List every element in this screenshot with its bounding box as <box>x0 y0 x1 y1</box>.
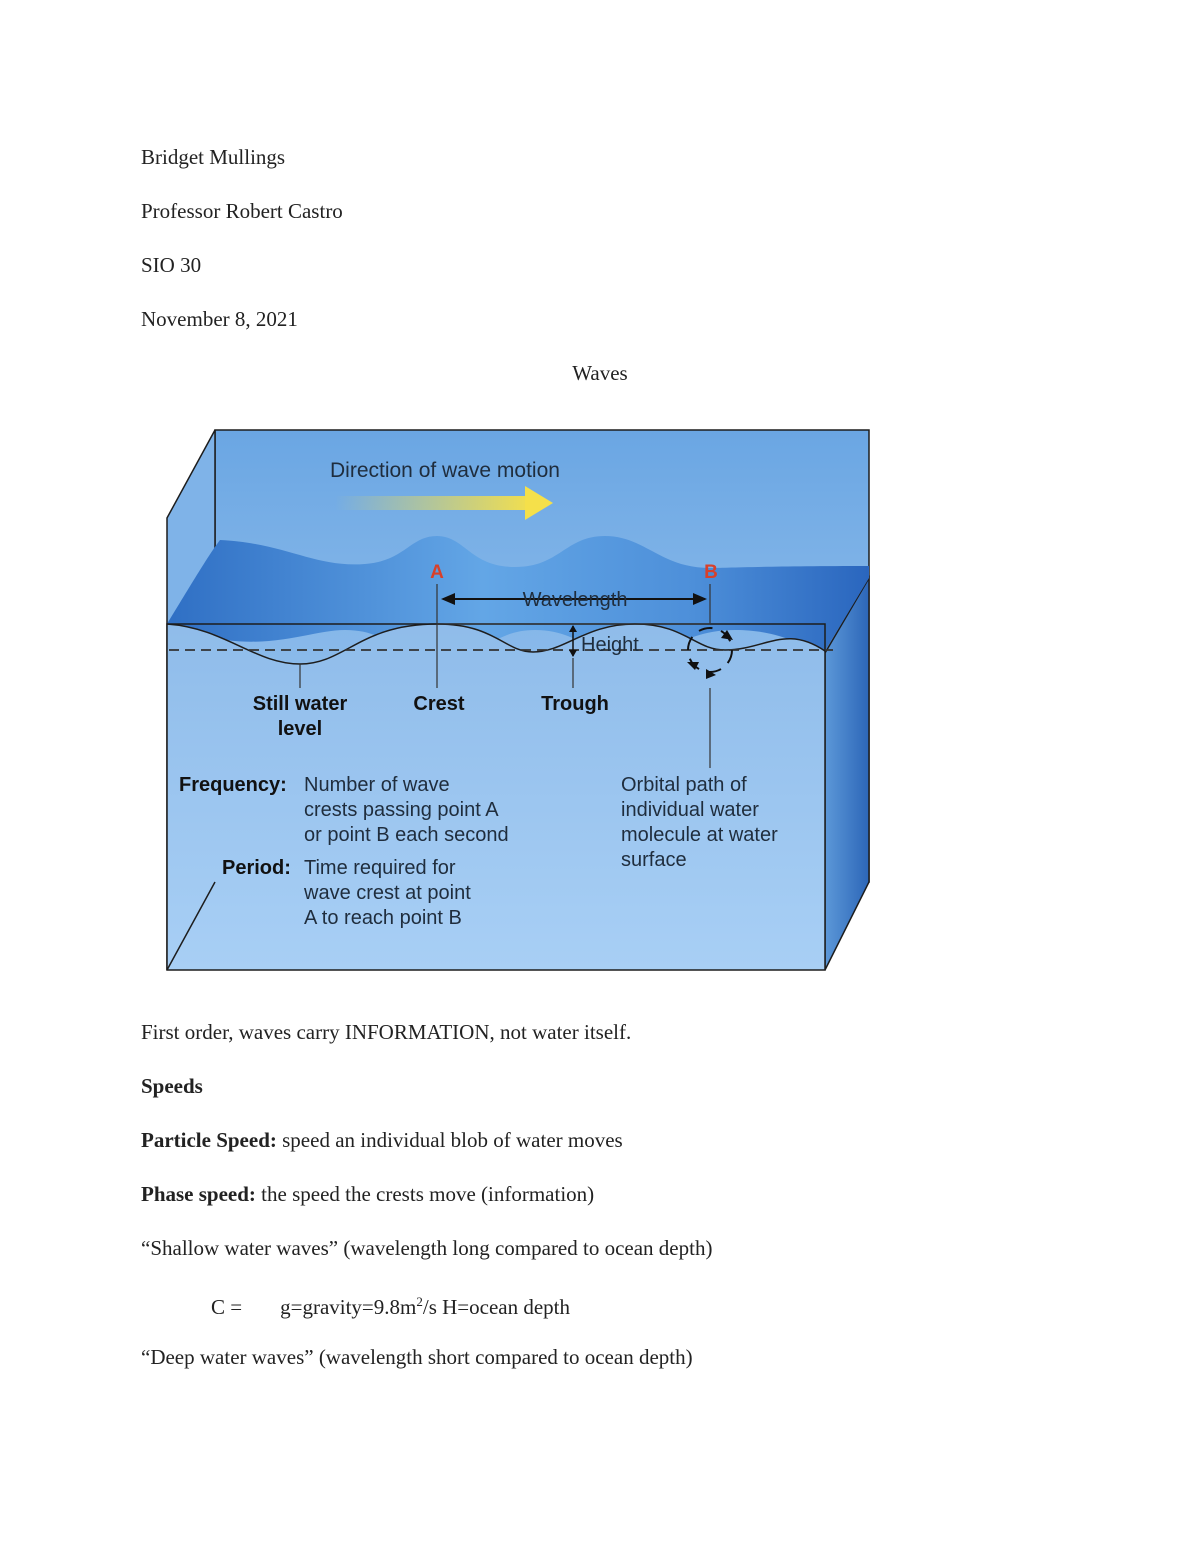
course-code: SIO 30 <box>141 253 202 277</box>
speeds-heading-text: Speeds <box>141 1074 203 1098</box>
frequency-line-2: crests passing point A <box>304 799 499 821</box>
document-date: November 8, 2021 <box>141 307 298 331</box>
orbital-line-1: Orbital path of <box>621 774 747 796</box>
direction-label: Direction of wave motion <box>330 459 560 482</box>
phase-speed-term: Phase speed: <box>141 1182 256 1206</box>
speeds-heading <box>141 1073 203 1099</box>
height-label: Height <box>581 634 639 656</box>
period-term: Period: <box>222 857 291 879</box>
point-a-label: A <box>430 562 444 583</box>
particle-speed-term: Particle Speed: <box>141 1128 277 1152</box>
frequency-line-3: or point B each second <box>304 824 509 846</box>
shallow-water-line: “Shallow water waves” (wavelength long compared to ocean depth) <box>141 1236 713 1260</box>
particle-speed-text: speed an individual blob of water moves <box>276 1128 623 1152</box>
shallow-formula <box>211 1289 570 1320</box>
period-line-1: Time required for <box>304 857 456 879</box>
formula-rest: /s H=ocean depth <box>422 1295 571 1319</box>
frequency-term: Frequency: <box>179 774 287 796</box>
orbital-line-2: individual water <box>621 799 759 821</box>
deep-water-line: “Deep water waves” (wavelength short compared to ocean depth) <box>141 1345 693 1369</box>
period-line-3: A to reach point B <box>304 907 462 929</box>
formula-c: C = <box>211 1295 243 1319</box>
direction-arrow-shaft <box>335 496 535 510</box>
crest-label: Crest <box>413 693 465 715</box>
orbital-line-3: molecule at water <box>621 824 778 846</box>
document-title: Waves <box>572 361 628 385</box>
front-water <box>167 624 825 970</box>
wavelength-label: Wavelength <box>522 589 628 611</box>
frequency-line-1: Number of wave <box>304 774 450 796</box>
point-b-label: B <box>704 562 718 583</box>
formula-g: g=gravity=9.8m <box>280 1295 417 1319</box>
phase-speed-text: the speed the crests move (information) <box>255 1182 595 1206</box>
orbital-line-4: surface <box>621 849 687 871</box>
professor-name: Professor Robert Castro <box>141 199 343 223</box>
wave-diagram-svg <box>165 418 880 973</box>
author-name: Bridget Mullings <box>141 145 286 169</box>
formula-superscript: 2 <box>416 1294 423 1309</box>
trough-label: Trough <box>541 693 609 715</box>
still-water-label-2: level <box>277 718 323 740</box>
intro-paragraph: First order, waves carry INFORMATION, not water itself. <box>141 1020 632 1044</box>
still-water-label-1: Still water <box>252 693 348 715</box>
wave-diagram <box>165 418 880 973</box>
phase-speed-definition <box>141 1181 594 1207</box>
period-line-2: wave crest at point <box>304 882 471 904</box>
particle-speed-definition <box>141 1127 623 1153</box>
